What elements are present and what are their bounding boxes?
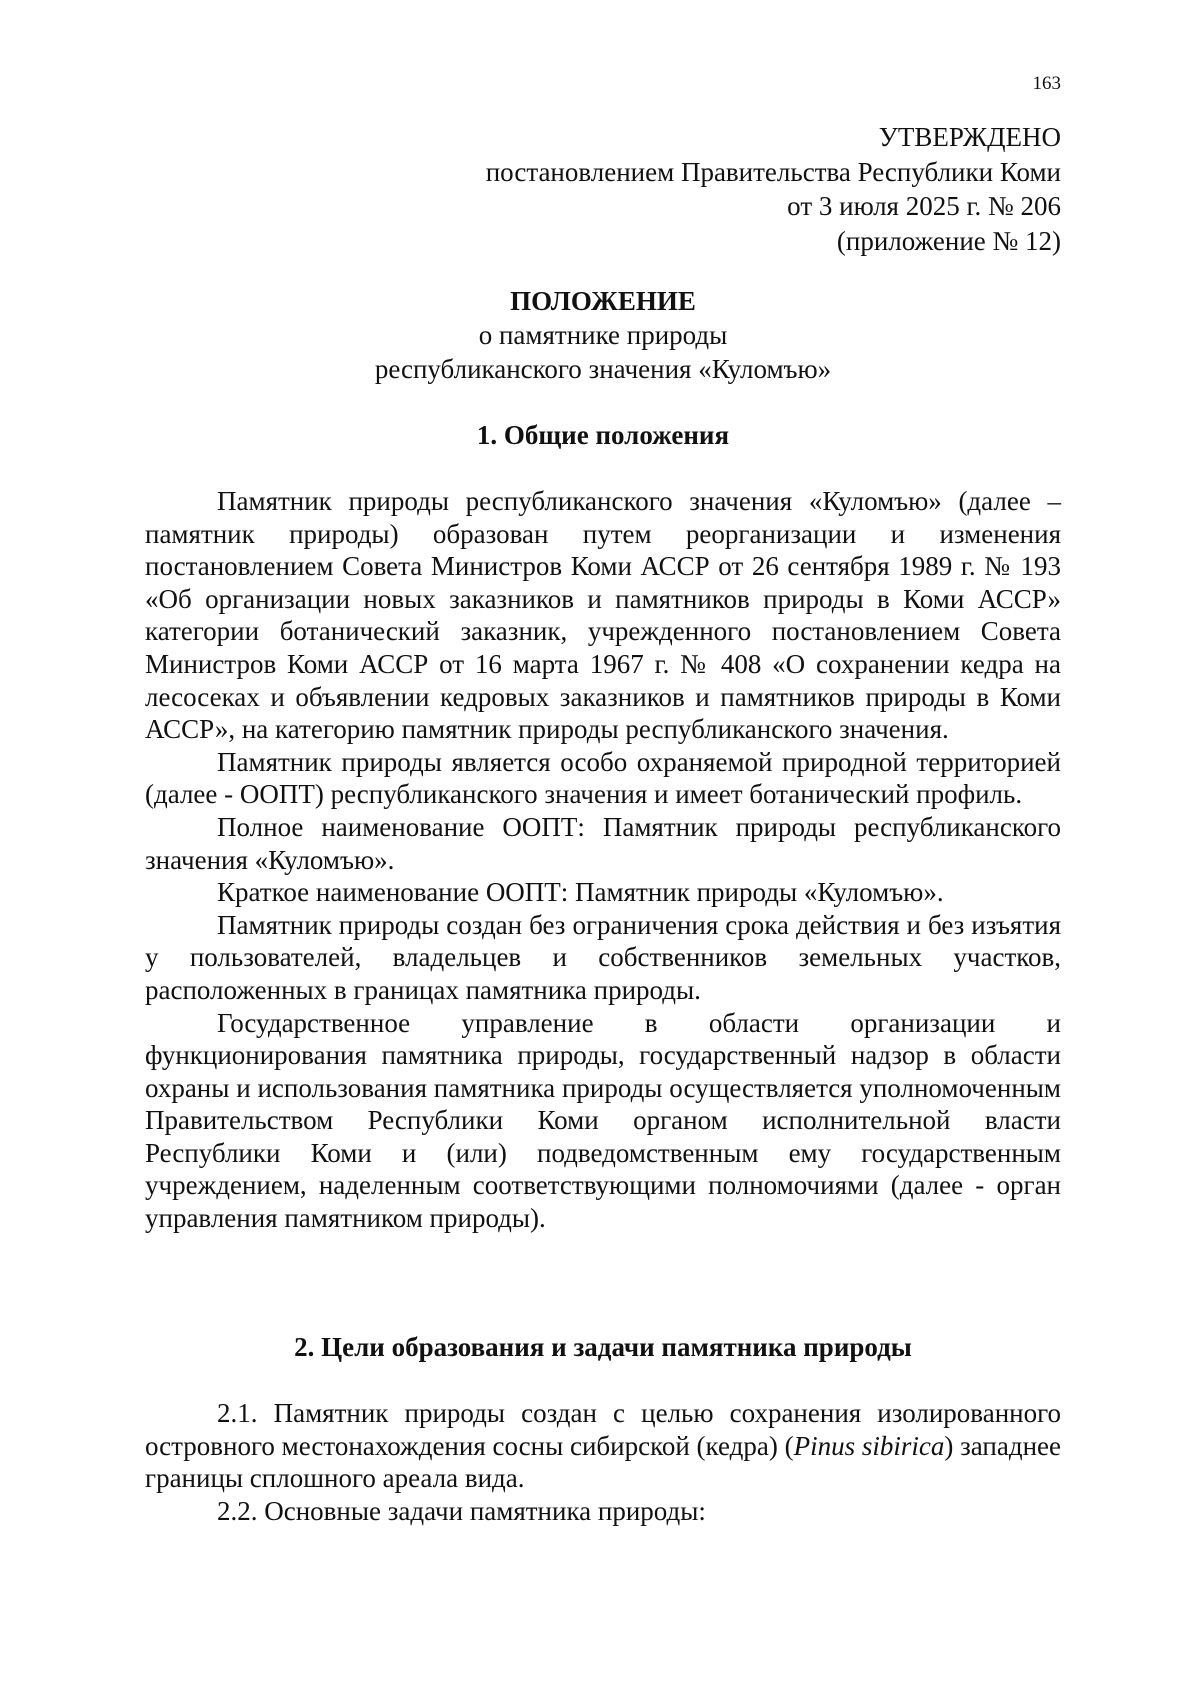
latin-species-name: Pinus sibirica: [793, 1430, 945, 1461]
paragraph-text: 2.1. Памятник природы создан с целью сохранения изолированного островного местонахождения сосны сибирской (кедра) (: [145, 1398, 1061, 1461]
document-title-line3: республиканского значения «Куломъю»: [374, 354, 832, 384]
section-1-body: [145, 485, 1061, 1235]
paragraph: Государственное управление в области организации и функционирования памятника природы, государственный надзор в области охраны и использования памятника природы осуществляется уполномоченным Правительством Республики Коми органом исполнительной власти Республики Коми и (или) подведомственным ему государственным учреждением, наделенным соответствующими полномочиями (далее - орган управления памятником природы).: [145, 1007, 1061, 1234]
approval-stamp: [361, 120, 1061, 258]
approval-line-resolution: постановлением Правительства Республики Коми: [485, 156, 1061, 187]
document-title-line2: о памятнике природы: [478, 320, 728, 350]
document-title-main: ПОЛОЖЕНИЕ: [510, 286, 696, 316]
document-title: [145, 284, 1061, 386]
approval-line-date: от 3 июля 2025 г. № 206: [787, 191, 1061, 221]
paragraph-2-2: 2.2. Основные задачи памятника природы:: [217, 1495, 706, 1526]
paragraph: Краткое наименование ООПТ: Памятник природы «Куломъю».: [217, 877, 944, 908]
paragraph-text: ) западнее границы сплошного ареала вида.: [145, 1430, 1061, 1494]
paragraph-2-1: [145, 1397, 1061, 1495]
paragraph: Памятник природы создан без ограничения срока действия и без изъятия у пользователей, владельцев и собственников земельных участков, расположенных в границах памятника природы.: [145, 909, 1061, 1005]
page-number: 163: [1032, 73, 1061, 94]
paragraph: Памятник природы является особо охраняемой природной территорией (далее - ООПТ) республиканского значения и имеет ботанический профиль.: [145, 746, 1061, 810]
approval-line-appendix: (приложение № 12): [836, 225, 1061, 256]
document-page: [145, 0, 1061, 1697]
paragraph: Полное наименование ООПТ: Памятник природы республиканского значения «Куломъю».: [145, 811, 1061, 875]
section-2-body: [145, 1397, 1061, 1527]
section-2-heading: 2. Цели образования и задачи памятника природы: [294, 1332, 912, 1362]
section-1-heading: 1. Общие положения: [476, 420, 730, 450]
approval-line-approved: УТВЕРЖДЕНО: [878, 122, 1061, 152]
paragraph: Памятник природы республиканского значения «Куломъю» (далее – памятник природы) образован путем реорганизации и изменения постановлением Совета Министров Коми АССР от 26 сентября 1989 г. № 193 «Об организации новых заказников и памятников природы в Коми АССР» категории ботанический заказник, учрежденного постановлением Совета Министров Коми АССР от 16 марта 1967 г. № 408 «О сохранении кедра на лесосеках и объявлении кедровых заказников и памятников природы в Коми АССР», на категорию памятник природы республиканского значения.: [145, 486, 1061, 745]
